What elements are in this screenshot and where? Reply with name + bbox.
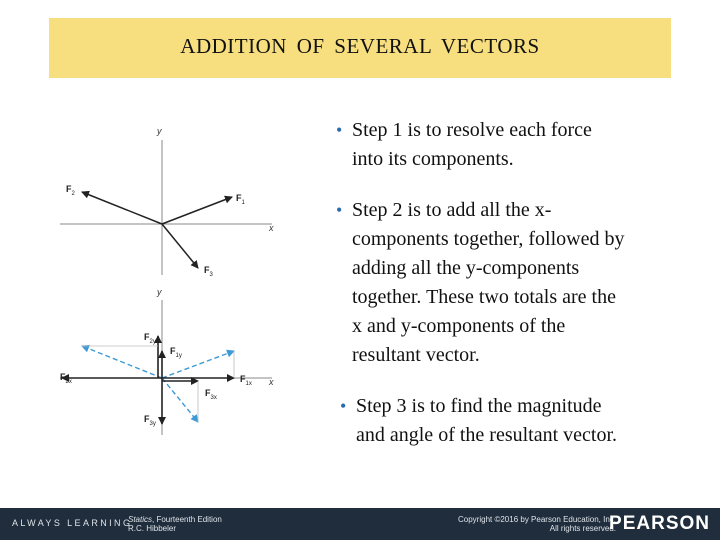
x-axis-label-top: x [269,223,274,233]
force-f3-arrow [162,224,198,268]
force-diagram-top [60,126,274,278]
step-3-line-2: and angle of the resultant vector. [356,424,618,446]
bullet-step-2 [336,196,696,370]
y-axis-label-top: y [157,126,162,136]
svg-text:F2 [66,184,76,197]
label-f1x: F [240,374,246,384]
title-banner [49,18,671,78]
step-2-line-6: resultant vector. [352,344,480,366]
force-f2-arrow [82,192,162,224]
step-2-line-5: x and y-components of the [352,315,566,337]
label-f2x: F [60,372,66,382]
x-axis-label-bottom: x [269,377,274,387]
label-f1y-sub: 1y [175,353,182,359]
copyright-line-2: All rights reserved. [549,524,616,533]
step-1-line-2: into its components. [352,148,514,170]
force-f2-dashed [82,346,162,378]
svg-text:F1y [170,346,182,359]
label-f3y-sub: 3y [149,421,156,427]
label-f1x-sub: 1x [245,381,252,387]
bullet-step-3 [336,392,696,450]
label-f2y-sub: 2y [149,339,156,345]
bullet-dot: • [336,200,343,220]
always-learning-tagline: ALWAYS LEARNING [12,518,133,528]
label-f1y: F [170,346,176,356]
force-diagram-bottom [60,287,274,435]
bullet-dot: • [340,396,347,416]
label-f2: F [66,184,72,194]
label-f1-sub: 1 [241,200,245,206]
svg-text:F1x [240,374,252,387]
svg-text:F3x [205,388,217,401]
vector-diagram [40,110,300,440]
book-title: Statics [128,515,153,524]
force-f1-arrow [162,197,232,224]
step-2-line-3: adding all the y-components [352,257,580,279]
force-f3-dashed [162,378,198,422]
label-f3x: F [205,388,211,398]
pearson-logo: PEARSON [609,513,710,534]
svg-text:F1 [236,193,246,206]
step-2-line-4: together. These two totals are the [352,286,616,308]
label-f2x-sub: 2x [65,379,72,385]
bullet-list [336,116,696,450]
bullet-dot: • [336,120,343,140]
label-f1: F [236,193,242,203]
label-f2y: F [144,332,150,342]
book-info [128,515,222,533]
step-3-line-1: Step 3 is to find the magnitude [356,395,602,417]
bullet-step-1 [336,116,696,174]
label-f3-sub: 3 [209,272,213,278]
book-edition: , Fourteenth Edition [152,515,222,524]
svg-text:F3y [144,414,156,427]
step-2-line-1: Step 2 is to add all the x- [352,199,552,221]
label-f3x-sub: 3x [210,395,217,401]
slide-title: ADDITION OF SEVERAL VECTORS [180,33,540,58]
step-2-line-2: components together, followed by [352,228,625,250]
svg-text:F2x [60,372,72,385]
y-axis-label-bottom: y [157,287,162,297]
copyright-line-1: Copyright ©2016 by Pearson Education, Inc. [458,515,616,524]
copyright-notice [458,515,616,533]
label-f3y: F [144,414,150,424]
svg-text:F3 [204,265,214,278]
footer-bar [0,508,720,540]
step-1-line-1: Step 1 is to resolve each force [352,119,592,141]
book-author: R.C. Hibbeler [128,524,177,533]
svg-text:F2y [144,332,156,345]
label-f3: F [204,265,210,275]
label-f2-sub: 2 [71,191,75,197]
